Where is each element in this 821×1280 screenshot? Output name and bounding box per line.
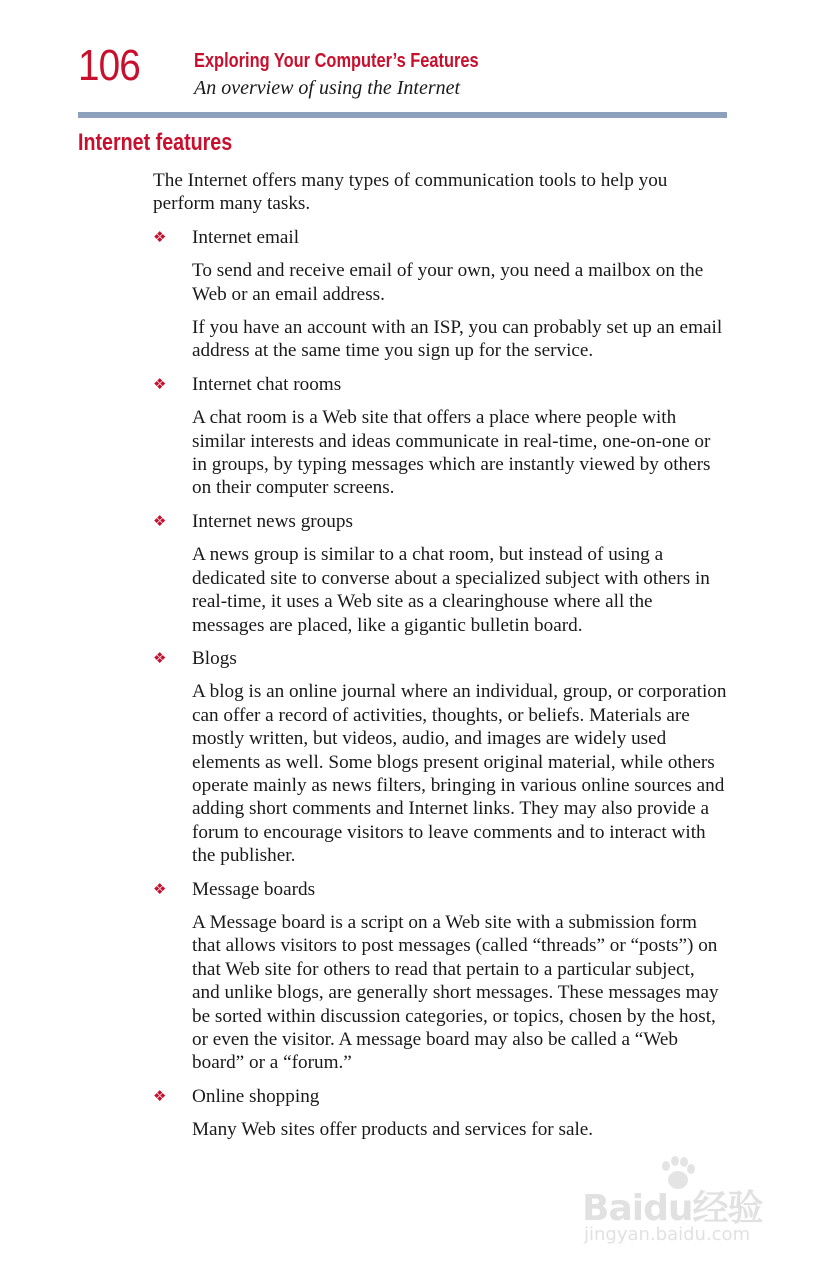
- list-item-label: ❖ Message boards: [153, 878, 316, 900]
- list-item: [153, 373, 727, 500]
- list-item-label: ❖ Internet news groups: [153, 510, 353, 532]
- list-item-paragraph: If you have an account with an ISP, you can probably set up an email address at the same time you sign up for the service.: [192, 317, 723, 362]
- body-text: [153, 169, 727, 1152]
- diamond-bullet-icon: ❖: [153, 1086, 167, 1105]
- header-rule: [78, 112, 727, 118]
- list-item-label: ❖ Blogs: [153, 647, 237, 669]
- baidu-watermark: [582, 1152, 782, 1252]
- list-item-label: ❖ Internet email: [153, 226, 300, 248]
- list-item: [153, 647, 727, 868]
- section-subtitle: An overview of using the Internet: [194, 77, 461, 99]
- list-item-paragraph: A blog is an online journal where an individual, group, or corporation can offer a record of activities, thoughts, or beliefs. Materials are mostly written, but videos, audio, and images are widely used elements as well. Some blogs present original material, while others operate mainly as news filters, bringing in various online sources and adding short comments and Internet links. They may also provide a forum to encourage visitors to leave comments and to interact with the publisher.: [192, 681, 727, 867]
- page-number: 106: [78, 41, 140, 90]
- diamond-bullet-icon: ❖: [153, 511, 167, 530]
- list-item: [153, 226, 727, 363]
- intro-paragraph: The Internet offers many types of communication tools to help you perform many tasks.: [153, 170, 668, 215]
- diamond-bullet-icon: ❖: [153, 879, 167, 898]
- list-item-paragraph: A chat room is a Web site that offers a place where people with similar interests and ideas communicate in real-time, one-on-one or in groups, by typing messages which are instantly viewed by others on their computer screens.: [192, 407, 711, 499]
- diamond-bullet-icon: ❖: [153, 648, 167, 667]
- list-item-label: ❖ Online shopping: [153, 1085, 320, 1107]
- list-item: [153, 878, 727, 1075]
- list-item-paragraph: A Message board is a script on a Web site with a submission form that allows visitors to post messages (called “threads” or “posts”) on that Web site for others to read that pertain to a particular subject, and unlike blogs, are generally short messages. These messages may be sorted within discussion categories, or topics, chosen by the host, or even the visitor. A message board may also be called a “Web board” or a “forum.”: [192, 911, 719, 1074]
- section-heading: Internet features: [78, 129, 233, 156]
- diamond-bullet-icon: ❖: [153, 374, 167, 393]
- list-item-label: ❖ Internet chat rooms: [153, 373, 342, 395]
- list-item-paragraph: To send and receive email of your own, you need a mailbox on the Web or an email address.: [192, 260, 704, 305]
- watermark-url: jingyan.baidu.com: [584, 1224, 751, 1245]
- watermark-brand: Baidu经验: [582, 1188, 763, 1229]
- list-item: [153, 1085, 727, 1142]
- diamond-bullet-icon: ❖: [153, 227, 167, 246]
- chapter-title: Exploring Your Computer’s Features: [194, 50, 479, 72]
- list-item-paragraph: A news group is similar to a chat room, but instead of using a dedicated site to converse about a specialized subject with others in real-time, it uses a Web site as a clearinghouse where all the messages are placed, like a gigantic bulletin board.: [192, 544, 710, 636]
- list-item-paragraph: Many Web sites offer products and services for sale.: [192, 1119, 594, 1141]
- list-item: [153, 510, 727, 637]
